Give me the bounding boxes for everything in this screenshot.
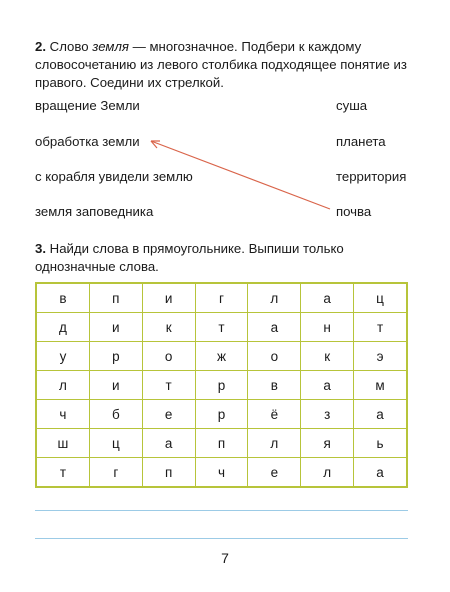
grid-cell[interactable]: а bbox=[301, 283, 354, 313]
page-number: 7 bbox=[221, 550, 229, 566]
answer-line-1[interactable] bbox=[35, 510, 408, 511]
grid-cell[interactable]: в bbox=[36, 283, 89, 313]
grid-cell[interactable]: д bbox=[36, 313, 89, 342]
grid-cell[interactable]: к bbox=[301, 342, 354, 371]
grid-cell[interactable]: ц bbox=[354, 283, 407, 313]
grid-cell[interactable]: ц bbox=[89, 429, 142, 458]
grid-row bbox=[36, 429, 407, 458]
grid-cell[interactable]: т bbox=[195, 313, 248, 342]
grid-cell[interactable]: т bbox=[354, 313, 407, 342]
grid-cell[interactable]: ь bbox=[354, 429, 407, 458]
answer-line-2[interactable] bbox=[35, 538, 408, 539]
grid-cell[interactable]: ш bbox=[36, 429, 89, 458]
right-concept-1[interactable]: суша bbox=[336, 98, 368, 113]
grid-cell[interactable]: м bbox=[354, 371, 407, 400]
task2-keyword: земля bbox=[92, 39, 129, 54]
grid-cell[interactable]: п bbox=[89, 283, 142, 313]
grid-cell[interactable]: у bbox=[36, 342, 89, 371]
letter-grid bbox=[35, 282, 408, 488]
right-concept-3[interactable]: территория bbox=[336, 169, 407, 184]
task2-number: 2. bbox=[35, 39, 46, 54]
grid-cell[interactable]: о bbox=[248, 342, 301, 371]
grid-cell[interactable]: п bbox=[195, 429, 248, 458]
right-concept-2[interactable]: планета bbox=[336, 134, 386, 149]
task2-text-before: Слово bbox=[49, 39, 89, 54]
grid-cell[interactable]: т bbox=[142, 371, 195, 400]
left-phrase-2[interactable]: обработка земли bbox=[35, 134, 140, 149]
grid-row bbox=[36, 458, 407, 488]
grid-cell[interactable]: г bbox=[195, 283, 248, 313]
grid-cell[interactable]: к bbox=[142, 313, 195, 342]
grid-cell[interactable]: а bbox=[248, 313, 301, 342]
grid-row bbox=[36, 313, 407, 342]
grid-cell[interactable]: ч bbox=[195, 458, 248, 488]
grid-row bbox=[36, 342, 407, 371]
grid-cell[interactable]: и bbox=[142, 283, 195, 313]
grid-cell[interactable]: р bbox=[195, 371, 248, 400]
grid-cell[interactable]: з bbox=[301, 400, 354, 429]
left-phrase-4[interactable]: земля заповедника bbox=[35, 204, 154, 219]
grid-cell[interactable]: а bbox=[142, 429, 195, 458]
grid-cell[interactable]: э bbox=[354, 342, 407, 371]
grid-cell[interactable]: р bbox=[195, 400, 248, 429]
left-phrase-1[interactable]: вращение Земли bbox=[35, 98, 140, 113]
grid-cell[interactable]: л bbox=[248, 283, 301, 313]
grid-cell[interactable]: р bbox=[89, 342, 142, 371]
grid-row bbox=[36, 400, 407, 429]
grid-cell[interactable]: ё bbox=[248, 400, 301, 429]
grid-cell[interactable]: л bbox=[36, 371, 89, 400]
task2-text-after: — многозначное. Подбери к каждому словосочетанию из левого столбика подходящее понятие из правого. Соедини их стрелкой. bbox=[35, 39, 407, 90]
right-concept-4[interactable]: почва bbox=[336, 204, 372, 219]
grid-cell[interactable]: а bbox=[354, 400, 407, 429]
grid-cell[interactable]: б bbox=[89, 400, 142, 429]
grid-cell[interactable]: и bbox=[89, 371, 142, 400]
grid-cell[interactable]: г bbox=[89, 458, 142, 488]
grid-cell[interactable]: е bbox=[248, 458, 301, 488]
grid-cell[interactable]: л bbox=[248, 429, 301, 458]
grid-cell[interactable]: а bbox=[301, 371, 354, 400]
grid-cell[interactable]: я bbox=[301, 429, 354, 458]
grid-cell[interactable]: л bbox=[301, 458, 354, 488]
grid-cell[interactable]: в bbox=[248, 371, 301, 400]
left-phrase-3[interactable]: с корабля увидели землю bbox=[35, 169, 193, 184]
grid-cell[interactable]: т bbox=[36, 458, 89, 488]
grid-row bbox=[36, 283, 407, 313]
grid-cell[interactable]: ч bbox=[36, 400, 89, 429]
grid-cell[interactable]: е bbox=[142, 400, 195, 429]
task3-text: Найди слова в прямоугольнике. Выпиши только однозначные слова. bbox=[35, 241, 344, 274]
grid-row bbox=[36, 371, 407, 400]
grid-cell[interactable]: п bbox=[142, 458, 195, 488]
grid-cell[interactable]: а bbox=[354, 458, 407, 488]
grid-cell[interactable]: н bbox=[301, 313, 354, 342]
grid-cell[interactable]: о bbox=[142, 342, 195, 371]
task3-instruction bbox=[35, 240, 415, 276]
task3-number: 3. bbox=[35, 241, 46, 256]
grid-cell[interactable]: и bbox=[89, 313, 142, 342]
grid-cell[interactable]: ж bbox=[195, 342, 248, 371]
